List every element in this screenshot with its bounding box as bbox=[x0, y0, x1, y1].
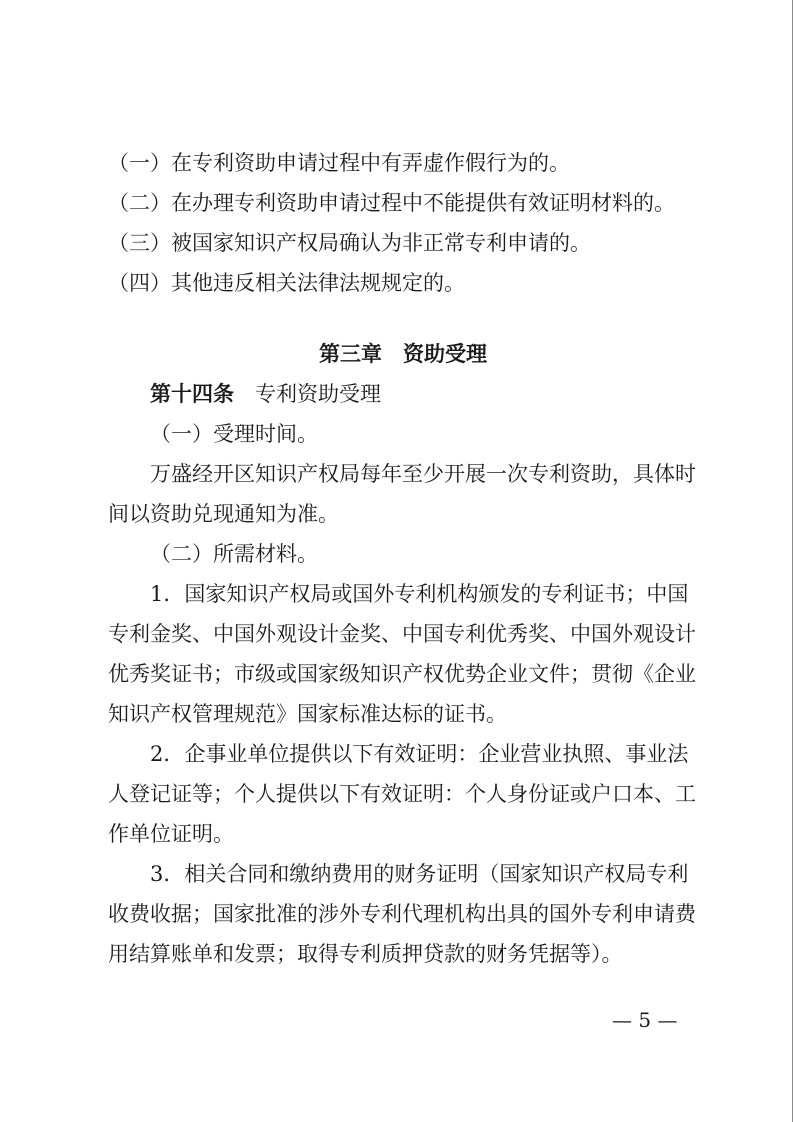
paragraph-line: 知识产权管理规范》国家标准达标的证书。 bbox=[108, 702, 507, 726]
list-item: （一）在专利资助申请过程中有弄虚作假行为的。 bbox=[108, 151, 570, 175]
section-heading-time: （一）受理时间。 bbox=[150, 422, 318, 446]
paragraph-line: 3．相关合同和缴纳费用的财务证明（国家知识产权局专利 bbox=[150, 862, 689, 886]
section-heading-materials: （二）所需材料。 bbox=[150, 542, 318, 566]
list-item: （三）被国家知识产权局确认为非正常专利申请的。 bbox=[108, 231, 591, 255]
paragraph-line: 2．企事业单位提供以下有效证明：企业营业执照、事业法 bbox=[150, 742, 689, 766]
list-item: （二）在办理专利资助申请过程中不能提供有效证明材料的。 bbox=[108, 191, 675, 215]
list-item: （四）其他违反相关法律法规规定的。 bbox=[108, 271, 465, 295]
paragraph-line: 间以资助兑现通知为准。 bbox=[108, 502, 339, 526]
paragraph-line: 万盛经开区知识产权局每年至少开展一次专利资助，具体时 bbox=[150, 462, 696, 486]
paragraph-line: 作单位证明。 bbox=[108, 822, 234, 846]
paragraph-line: 1．国家知识产权局或国外专利机构颁发的专利证书；中国 bbox=[150, 582, 689, 606]
paragraph-line: 优秀奖证书；市级或国家级知识产权优势企业文件；贯彻《企业 bbox=[108, 662, 696, 686]
article-number: 第十四条 bbox=[150, 381, 234, 406]
article-heading bbox=[108, 374, 698, 414]
paragraph-line: 专利金奖、中国外观设计金奖、中国专利优秀奖、中国外观设计 bbox=[108, 622, 696, 646]
article-title: 专利资助受理 bbox=[255, 382, 381, 406]
paragraph-line: 收费收据；国家批准的涉外专利代理机构出具的国外专利申请费 bbox=[108, 902, 696, 926]
body-text bbox=[108, 143, 698, 974]
paragraph-line: 人登记证等；个人提供以下有效证明：个人身份证或户口本、工 bbox=[108, 782, 696, 806]
chapter-heading: 第三章 资助受理 bbox=[319, 341, 487, 366]
page-number: — 5 — bbox=[612, 1008, 678, 1032]
paragraph-line: 用结算账单和发票；取得专利质押贷款的财务凭据等）。 bbox=[108, 942, 623, 966]
